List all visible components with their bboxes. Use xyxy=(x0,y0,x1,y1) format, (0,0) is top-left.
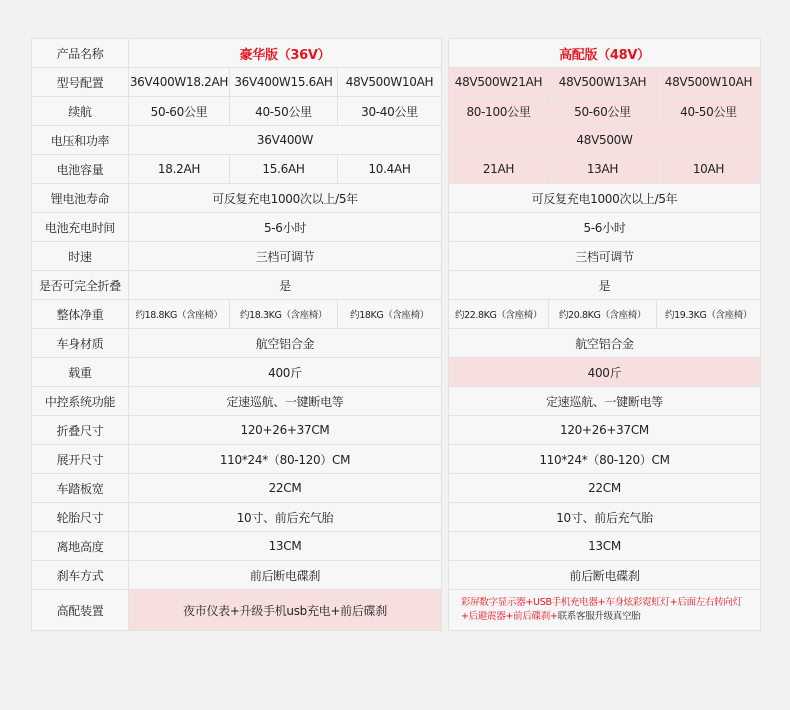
row-label: 是否可完全折叠 xyxy=(31,271,129,300)
tire-row xyxy=(31,503,761,532)
deluxe-cell: 10.4AH xyxy=(338,155,442,184)
premium-cell: 400斤 xyxy=(448,358,761,387)
row-label: 高配装置 xyxy=(31,590,129,631)
extras-row xyxy=(31,590,761,631)
premium-cell: 约22.8KG（含座椅） xyxy=(448,300,549,329)
row-label: 型号配置 xyxy=(31,68,129,97)
row-label: 时速 xyxy=(31,242,129,271)
deluxe-cell: 30-40公里 xyxy=(338,97,442,126)
premium-cell: 48V500W21AH xyxy=(448,68,549,97)
premium-version-header: 高配版（48V） xyxy=(448,38,761,68)
row-label: 整体净重 xyxy=(31,300,129,329)
premium-cell: 定速巡航、一键断电等 xyxy=(448,387,761,416)
premium-cell: 80-100公里 xyxy=(448,97,549,126)
premium-cell: 50-60公里 xyxy=(549,97,657,126)
deluxe-cell: 约18KG（含座椅） xyxy=(338,300,442,329)
deluxe-cell: 可反复充电1000次以上/5年 xyxy=(129,184,442,213)
premium-cell: 约20.8KG（含座椅） xyxy=(549,300,657,329)
deluxe-cell: 18.2AH xyxy=(129,155,230,184)
clearance-row xyxy=(31,532,761,561)
deluxe-cell: 36V400W xyxy=(129,126,442,155)
row-label: 续航 xyxy=(31,97,129,126)
deluxe-cell: 400斤 xyxy=(129,358,442,387)
premium-cell: 48V500W xyxy=(448,126,761,155)
premium-cell: 10寸、前后充气胎 xyxy=(448,503,761,532)
premium-cell: 前后断电碟刹 xyxy=(448,561,761,590)
deluxe-cell: 夜市仪表+升级手机usb充电+前后碟刹 xyxy=(129,590,442,631)
charge-time-row xyxy=(31,213,761,242)
row-label: 电池容量 xyxy=(31,155,129,184)
deluxe-cell: 36V400W18.2AH xyxy=(129,68,230,97)
row-label: 电压和功率 xyxy=(31,126,129,155)
deluxe-cell: 航空铝合金 xyxy=(129,329,442,358)
deck-width-row xyxy=(31,474,761,503)
premium-cell: 13AH xyxy=(549,155,657,184)
row-label: 刹车方式 xyxy=(31,561,129,590)
header-row xyxy=(31,38,761,68)
row-label: 车踏板宽 xyxy=(31,474,129,503)
deluxe-cell: 48V500W10AH xyxy=(338,68,442,97)
deluxe-cell: 是 xyxy=(129,271,442,300)
load-row xyxy=(31,358,761,387)
premium-cell: 13CM xyxy=(448,532,761,561)
weight-row xyxy=(31,300,761,329)
premium-cell: 5-6小时 xyxy=(448,213,761,242)
row-label: 产品名称 xyxy=(31,38,129,68)
row-label: 离地高度 xyxy=(31,532,129,561)
spec-comparison-table xyxy=(31,38,761,631)
material-row xyxy=(31,329,761,358)
folded-size-row xyxy=(31,416,761,445)
premium-cell: 是 xyxy=(448,271,761,300)
row-label: 展开尺寸 xyxy=(31,445,129,474)
premium-extras-line2-dark: 联系客服升级真空胎 xyxy=(557,611,641,622)
deluxe-cell: 120+26+37CM xyxy=(129,416,442,445)
deluxe-cell: 三档可调节 xyxy=(129,242,442,271)
deluxe-cell: 前后断电碟刹 xyxy=(129,561,442,590)
deluxe-cell: 定速巡航、一键断电等 xyxy=(129,387,442,416)
premium-extras-line2-red: +后避震器+前后碟刹+ xyxy=(461,611,558,622)
control-row xyxy=(31,387,761,416)
premium-cell: 40-50公里 xyxy=(657,97,761,126)
brake-row xyxy=(31,561,761,590)
deluxe-cell: 50-60公里 xyxy=(129,97,230,126)
row-label: 折叠尺寸 xyxy=(31,416,129,445)
deluxe-cell: 15.6AH xyxy=(230,155,338,184)
premium-cell: 航空铝合金 xyxy=(448,329,761,358)
row-label: 中控系统功能 xyxy=(31,387,129,416)
deluxe-version-header: 豪华版（36V） xyxy=(129,38,442,68)
row-label: 电池充电时间 xyxy=(31,213,129,242)
premium-cell: 可反复充电1000次以上/5年 xyxy=(448,184,761,213)
deluxe-cell: 110*24*（80-120）CM xyxy=(129,445,442,474)
speed-row xyxy=(31,242,761,271)
range-row xyxy=(31,97,761,126)
deluxe-cell: 约18.8KG（含座椅） xyxy=(129,300,230,329)
premium-extras-cell xyxy=(448,590,761,631)
deluxe-cell: 22CM xyxy=(129,474,442,503)
premium-cell: 48V500W10AH xyxy=(657,68,761,97)
premium-extras-line1: 彩屏数字显示器+USB手机充电器+车身炫彩霓虹灯+后面左右转向灯 xyxy=(461,597,742,608)
row-label: 载重 xyxy=(31,358,129,387)
row-label: 轮胎尺寸 xyxy=(31,503,129,532)
premium-cell: 120+26+37CM xyxy=(448,416,761,445)
row-label: 车身材质 xyxy=(31,329,129,358)
deluxe-cell: 10寸、前后充气胎 xyxy=(129,503,442,532)
premium-cell: 110*24*（80-120）CM xyxy=(448,445,761,474)
open-size-row xyxy=(31,445,761,474)
premium-cell: 22CM xyxy=(448,474,761,503)
deluxe-cell: 40-50公里 xyxy=(230,97,338,126)
premium-cell: 48V500W13AH xyxy=(549,68,657,97)
foldable-row xyxy=(31,271,761,300)
row-label: 锂电池寿命 xyxy=(31,184,129,213)
battery-life-row xyxy=(31,184,761,213)
premium-cell: 21AH xyxy=(448,155,549,184)
premium-cell: 约19.3KG（含座椅） xyxy=(657,300,761,329)
capacity-row xyxy=(31,155,761,184)
deluxe-cell: 36V400W15.6AH xyxy=(230,68,338,97)
premium-cell: 三档可调节 xyxy=(448,242,761,271)
premium-cell: 10AH xyxy=(657,155,761,184)
deluxe-cell: 5-6小时 xyxy=(129,213,442,242)
voltage-row xyxy=(31,126,761,155)
deluxe-cell: 13CM xyxy=(129,532,442,561)
deluxe-cell: 约18.3KG（含座椅） xyxy=(230,300,338,329)
model-row xyxy=(31,68,761,97)
